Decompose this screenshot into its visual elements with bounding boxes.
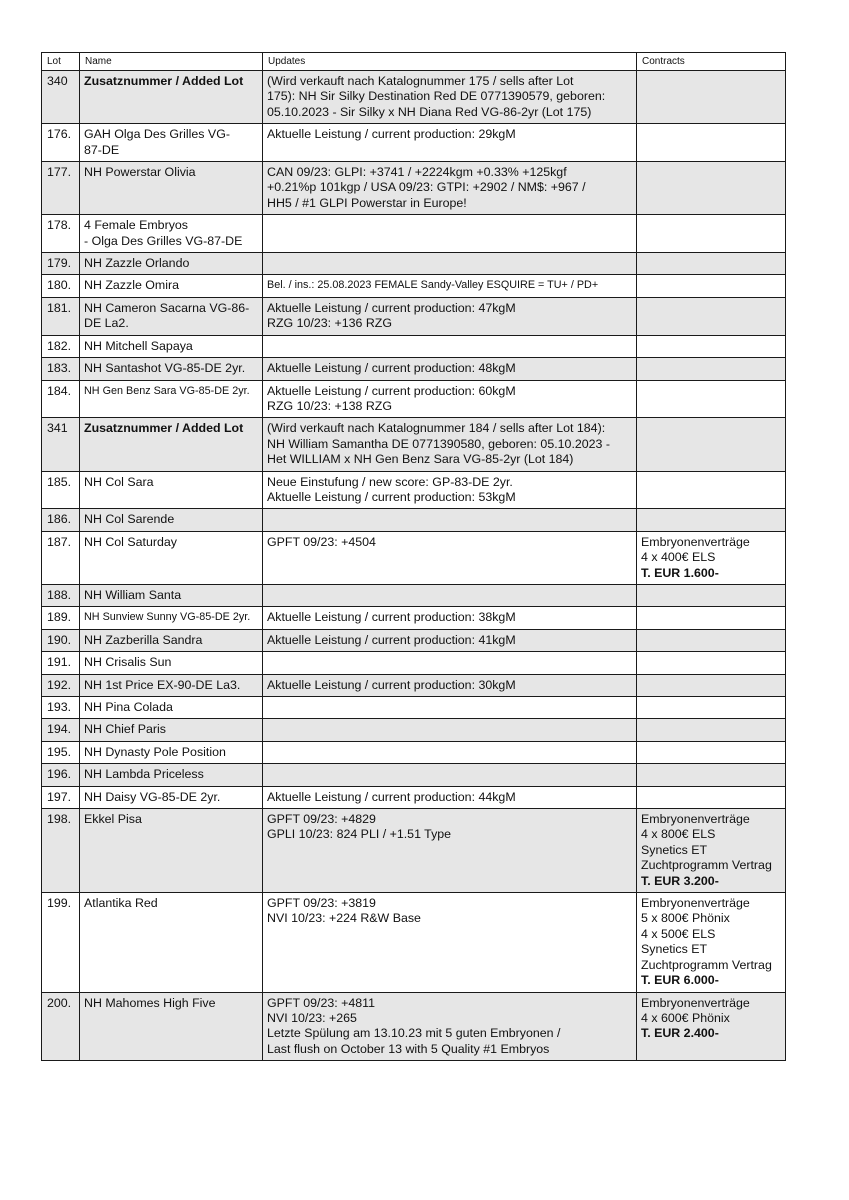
name-cell [80,471,263,509]
name-cell [80,531,263,584]
update-line: Aktuelle Leistung / current production: 60kgM [267,383,516,398]
name-cell [80,741,263,763]
updates-cell [263,124,637,162]
contracts-cell [637,584,786,606]
lot-cell: 193. [42,697,80,719]
name-line: NH Col Saturday [84,534,177,549]
update-line: Aktuelle Leistung / current production: 44kgM [267,789,516,804]
updates-cell [263,297,637,335]
name-cell [80,893,263,992]
update-line: Bel. / ins.: 25.08.2023 FEMALE Sandy-Valley ESQUIRE = TU+ / PD+ [267,279,599,292]
name-cell [80,652,263,674]
table-row [42,215,786,253]
table-row [42,358,786,380]
lot-cell: 180. [42,275,80,297]
updates-cell [263,652,637,674]
contracts-cell [637,719,786,741]
contract-total: T. EUR 1.600- [641,565,719,580]
name-cell [80,275,263,297]
update-line: +0.21%p 101kgp / USA 09/23: GTPI: +2902 / NM$: +967 / [267,180,586,195]
updates-cell [263,992,637,1061]
name-line: Zusatznummer / Added Lot [84,74,244,88]
updates-cell [263,162,637,215]
updates-cell [263,253,637,275]
lot-cell: 199. [42,893,80,992]
name-line: NH Col Sara [84,474,154,489]
name-line: NH Pina Colada [84,700,173,714]
contracts-cell [637,509,786,531]
header-contracts: Contracts [637,53,786,71]
lot-cell: 190. [42,629,80,651]
update-line: Neue Einstufung / new score: GP-83-DE 2yr. [267,474,513,489]
contract-line: Synetics ET [641,842,708,857]
contracts-cell [637,380,786,418]
name-cell [80,584,263,606]
contracts-cell [637,992,786,1061]
table-row [42,697,786,719]
updates-cell [263,741,637,763]
lot-cell: 194. [42,719,80,741]
name-line: NH Daisy VG-85-DE 2yr. [84,789,221,804]
lot-cell: 177. [42,162,80,215]
update-line: Letzte Spülung am 13.10.23 mit 5 guten Embryonen / [267,1026,561,1041]
header-lot: Lot [42,53,80,71]
lot-cell: 187. [42,531,80,584]
update-line: Aktuelle Leistung / current production: 29kgM [267,127,516,142]
contracts-cell [637,253,786,275]
contracts-cell [637,162,786,215]
name-line: GAH Olga Des Grilles VG- [84,127,230,142]
contracts-cell [637,297,786,335]
name-cell [80,162,263,215]
name-line: Zusatznummer / Added Lot [84,421,244,436]
name-line: NH Chief Paris [84,722,166,737]
table-row [42,380,786,418]
contracts-cell [637,335,786,357]
update-line: Aktuelle Leistung / current production: 30kgM [267,677,516,692]
name-cell [80,719,263,741]
lot-cell: 186. [42,509,80,531]
updates-cell [263,719,637,741]
table-body [42,71,786,1061]
name-cell [80,674,263,696]
name-line: NH Zazberilla Sandra [84,632,203,647]
name-cell [80,809,263,893]
contracts-cell [637,697,786,719]
contract-line: Synetics ET [641,942,708,957]
contract-line: Embryonenverträge [641,812,750,827]
name-line: NH William Santa [84,587,182,602]
lot-cell: 178. [42,215,80,253]
updates-cell [263,674,637,696]
name-line: NH Crisalis Sun [84,655,172,670]
table-row [42,652,786,674]
update-line: Het WILLIAM x NH Gen Benz Sara VG-85-2yr (Lot 184) [267,452,574,467]
name-cell [80,253,263,275]
table-row [42,893,786,992]
contract-line: Embryonenverträge [641,896,750,911]
update-line: RZG 10/23: +136 RZG [267,316,392,331]
lot-cell: 188. [42,584,80,606]
update-line: Aktuelle Leistung / current production: 41kgM [267,632,516,647]
update-line: GPFT 09/23: +4504 [267,534,376,549]
lot-cell: 341 [42,418,80,471]
name-cell [80,418,263,471]
contracts-cell [637,607,786,629]
updates-cell [263,509,637,531]
name-line: NH 1st Price EX-90-DE La3. [84,677,241,692]
update-line: Aktuelle Leistung / current production: 48kgM [267,361,516,376]
contracts-cell [637,764,786,786]
table-row [42,992,786,1061]
name-line: 4 Female Embryos [84,218,188,233]
name-line: DE La2. [84,316,129,331]
name-line: NH Dynasty Pole Position [84,744,226,759]
name-line: NH Santashot VG-85-DE 2yr. [84,361,246,376]
updates-cell [263,584,637,606]
update-line: GPFT 09/23: +4829 [267,812,376,827]
table-row [42,162,786,215]
table-header-row [42,53,786,71]
header-name: Name [80,53,263,71]
updates-cell [263,418,637,471]
update-line: GPFT 09/23: +3819 [267,896,376,911]
name-cell [80,786,263,808]
name-cell [80,124,263,162]
lot-cell: 176. [42,124,80,162]
contract-line: 4 x 400€ ELS [641,550,716,565]
name-line: NH Gen Benz Sara VG-85-DE 2yr. [84,384,250,397]
name-cell [80,764,263,786]
name-line: NH Zazzle Orlando [84,256,190,271]
name-cell [80,629,263,651]
update-line: RZG 10/23: +138 RZG [267,398,392,413]
lot-cell: 181. [42,297,80,335]
table-row [42,509,786,531]
name-line: NH Sunview Sunny VG-85-DE 2yr. [84,611,251,624]
contracts-cell [637,71,786,124]
contracts-cell [637,358,786,380]
name-cell [80,607,263,629]
lot-cell: 179. [42,253,80,275]
contract-total: T. EUR 2.400- [641,1026,719,1041]
lot-cell: 191. [42,652,80,674]
table-row [42,674,786,696]
name-cell [80,335,263,357]
name-cell [80,380,263,418]
updates-cell [263,358,637,380]
table-row [42,607,786,629]
contract-line: Embryonenverträge [641,995,750,1010]
contracts-cell [637,809,786,893]
table-row [42,275,786,297]
table-row [42,335,786,357]
update-line: 05.10.2023 - Sir Silky x NH Diana Red VG-86-2yr (Lot 175) [267,104,592,119]
name-line: NH Zazzle Omira [84,278,180,293]
update-line: NVI 10/23: +224 R&W Base [267,911,421,926]
contracts-cell [637,531,786,584]
updates-cell [263,275,637,297]
name-line: NH Powerstar Olivia [84,165,196,180]
lot-cell: 184. [42,380,80,418]
table-row [42,719,786,741]
updates-cell [263,471,637,509]
contract-total: T. EUR 6.000- [641,973,719,988]
table-row [42,741,786,763]
name-line: NH Col Sarende [84,512,175,527]
updates-cell [263,786,637,808]
name-line: Atlantika Red [84,896,158,911]
update-line: Aktuelle Leistung / current production: 38kgM [267,610,516,625]
table-row [42,71,786,124]
update-line: HH5 / #1 GLPI Powerstar in Europe! [267,195,467,210]
contracts-cell [637,652,786,674]
updates-cell [263,71,637,124]
table-row [42,786,786,808]
name-line: Ekkel Pisa [84,812,142,827]
table-row [42,253,786,275]
lot-cell: 340 [42,71,80,124]
contracts-cell [637,741,786,763]
lot-cell: 200. [42,992,80,1061]
update-line: NH William Samantha DE 0771390580, geboren: 05.10.2023 - [267,436,611,451]
updates-cell [263,607,637,629]
update-line: Aktuelle Leistung / current production: 53kgM [267,489,516,504]
table-row [42,124,786,162]
name-cell [80,358,263,380]
contract-line: 4 x 500€ ELS [641,926,716,941]
contract-line: 4 x 600€ Phönix [641,1010,730,1025]
lot-cell: 196. [42,764,80,786]
name-line: 87-DE [84,142,120,157]
contracts-cell [637,215,786,253]
contracts-cell [637,629,786,651]
table-row [42,629,786,651]
name-line: - Olga Des Grilles VG-87-DE [84,233,243,248]
table-row [42,297,786,335]
contracts-cell [637,893,786,992]
contracts-cell [637,786,786,808]
table-row [42,764,786,786]
update-line: (Wird verkauft nach Katalognummer 184 / sells after Lot 184): [267,421,606,436]
contracts-cell [637,471,786,509]
contract-total: T. EUR 3.200- [641,873,719,888]
name-cell [80,992,263,1061]
name-line: NH Lambda Priceless [84,767,204,782]
lot-updates-table [41,52,786,1061]
lot-cell: 192. [42,674,80,696]
table-row [42,809,786,893]
update-line: GPLI 10/23: 824 PLI / +1.51 Type [267,827,452,842]
contract-line: 5 x 800€ Phönix [641,911,730,926]
name-line: NH Cameron Sacarna VG-86- [84,300,250,315]
header-updates: Updates [263,53,637,71]
contract-line: Embryonenverträge [641,534,750,549]
update-line: GPFT 09/23: +4811 [267,995,376,1010]
table-row [42,531,786,584]
table-row [42,584,786,606]
contract-line: Zuchtprogramm Vertrag [641,957,772,972]
updates-cell [263,629,637,651]
update-line: NVI 10/23: +265 [267,1010,357,1025]
updates-cell [263,764,637,786]
updates-cell [263,893,637,992]
name-cell [80,509,263,531]
updates-cell [263,215,637,253]
updates-cell [263,380,637,418]
contracts-cell [637,674,786,696]
update-line: Last flush on October 13 with 5 Quality #1 Embryos [267,1041,550,1056]
updates-cell [263,697,637,719]
table-row [42,418,786,471]
updates-cell [263,531,637,584]
update-line: (Wird verkauft nach Katalognummer 175 / sells after Lot [267,74,574,88]
contract-line: Zuchtprogramm Vertrag [641,858,772,873]
update-line: 175): NH Sir Silky Destination Red DE 0771390579, geboren: [267,89,606,104]
lot-cell: 197. [42,786,80,808]
contracts-cell [637,418,786,471]
lot-cell: 189. [42,607,80,629]
lot-cell: 183. [42,358,80,380]
contracts-cell [637,275,786,297]
name-cell [80,215,263,253]
name-line: NH Mitchell Sapaya [84,338,193,353]
updates-cell [263,335,637,357]
lot-cell: 195. [42,741,80,763]
lot-cell: 182. [42,335,80,357]
table-row [42,471,786,509]
update-line: CAN 09/23: GLPI: +3741 / +2224kgm +0.33% +125kgf [267,165,567,180]
update-line: Aktuelle Leistung / current production: 47kgM [267,300,516,315]
contracts-cell [637,124,786,162]
lot-cell: 198. [42,809,80,893]
name-cell [80,71,263,124]
lot-cell: 185. [42,471,80,509]
updates-cell [263,809,637,893]
name-cell [80,297,263,335]
name-line: NH Mahomes High Five [84,995,216,1010]
contract-line: 4 x 800€ ELS [641,827,716,842]
name-cell [80,697,263,719]
